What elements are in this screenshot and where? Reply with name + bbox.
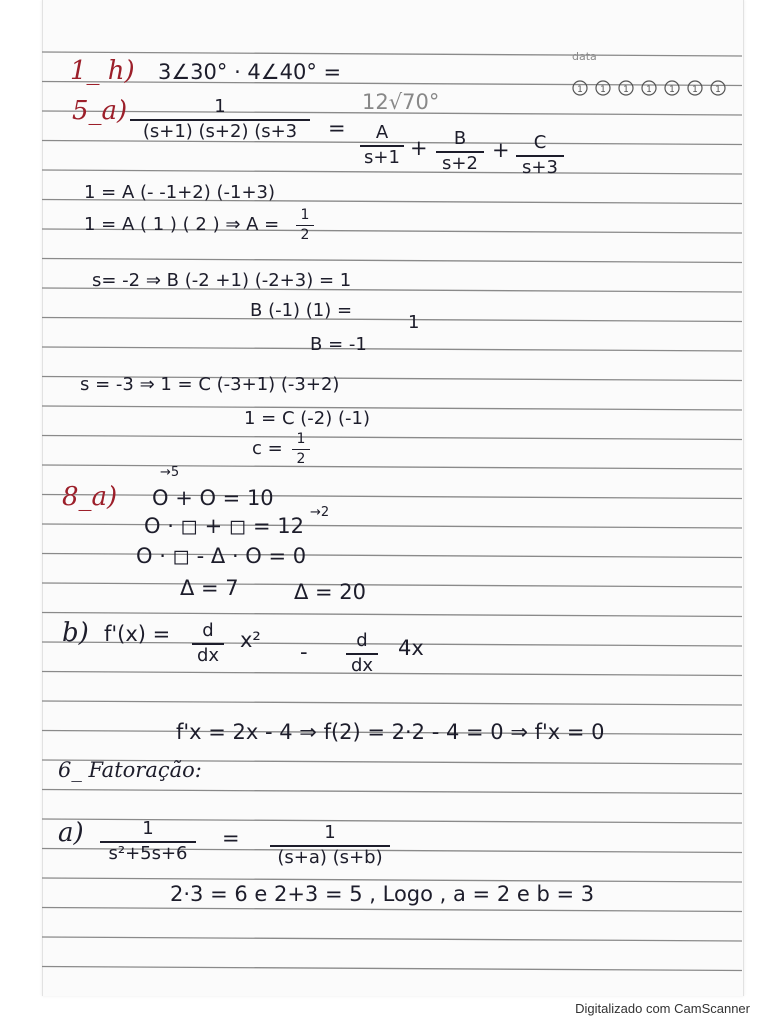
q8a-superscript: →5 xyxy=(160,465,180,480)
q8b-line-2: f'x = 2x - 4 ⇒ f(2) = 2·2 - 4 = 0 ⇒ f'x = 0 xyxy=(176,720,605,744)
q8b-d2-num: d xyxy=(356,630,368,651)
scanner-watermark: Digitalizado com CamScanner xyxy=(575,1001,750,1016)
step-c-fraction xyxy=(292,432,310,467)
q6-lhs-den: s²+5s+6 xyxy=(108,842,188,864)
q8b-fx: f'(x) = xyxy=(104,622,171,646)
q8b-derivative-1 xyxy=(192,622,224,666)
q6-rhs-den: (s+a) (s+b) xyxy=(277,846,383,868)
q5a-term-c xyxy=(516,134,564,178)
weekday-digit: 1 xyxy=(577,85,583,95)
q8a-label: 8_a) xyxy=(62,482,118,512)
q8a-line-1: O + O = 10 xyxy=(152,486,274,510)
q8b-label: b) xyxy=(62,618,89,648)
q1h-label: 1_ h) xyxy=(70,56,135,86)
q8b-term-4x: 4x xyxy=(398,636,424,660)
q8a-line-4a: Δ = 7 xyxy=(180,576,239,600)
q5a-term-a xyxy=(360,124,404,168)
step-b-line-1: s= -2 ⇒ B (-2 +1) (-2+3) = 1 xyxy=(92,270,352,291)
q5a-label: 5_a) xyxy=(72,96,128,126)
q8b-derivative-2 xyxy=(346,632,378,676)
step-c-line-3: c = xyxy=(252,438,283,459)
step-c-line-2: 1 = C (-2) (-1) xyxy=(244,408,370,429)
q5a-term-b-num: B xyxy=(453,128,467,149)
q6-lhs-num: 1 xyxy=(142,818,154,839)
q8a-line-3: O · ◻ - Δ · O = 0 xyxy=(136,544,307,568)
q6-label: 6_ Fatoração: xyxy=(58,758,202,782)
q5a-term-c-num: C xyxy=(533,132,547,153)
weekday-circles xyxy=(570,78,732,98)
q6-lhs-fraction xyxy=(100,820,196,864)
q8a-line-2: O · ◻ + ◻ = 12 xyxy=(144,514,305,538)
q8b-d1-num: d xyxy=(202,620,214,641)
step-b-result: B = -1 xyxy=(310,334,367,355)
step-b-line-2: B (-1) (1) = xyxy=(250,300,353,321)
q6-line-2: 2·3 = 6 e 2+3 = 5 , Logo , a = 2 e b = 3 xyxy=(170,882,595,906)
q5a-term-b xyxy=(436,130,484,174)
q8b-d1-den: dx xyxy=(196,644,220,666)
q5a-plus-1: + xyxy=(410,136,428,160)
q6-rhs-num: 1 xyxy=(324,822,336,843)
q5a-lhs-numerator: 1 xyxy=(214,96,226,117)
q8b-d2-den: dx xyxy=(350,654,374,676)
step-a-fraction xyxy=(296,208,314,243)
weekday-digit: 1 xyxy=(715,85,721,95)
weekday-digit: 1 xyxy=(600,85,606,95)
q5a-term-b-den: s+2 xyxy=(442,152,478,174)
q8a-line-4b: Δ = 20 xyxy=(294,580,367,604)
q5a-term-a-den: s+1 xyxy=(364,146,400,168)
q5a-lhs-fraction xyxy=(130,98,310,142)
step-a-frac-den: 2 xyxy=(300,227,310,244)
step-c-frac-num: 1 xyxy=(296,431,306,447)
step-a-frac-num: 1 xyxy=(300,207,310,223)
step-c-line-1: s = -3 ⇒ 1 = C (-3+1) (-3+2) xyxy=(80,374,340,395)
weekday-digit: 1 xyxy=(669,85,675,95)
q1h-expression: 3∠30° · 4∠40° = xyxy=(158,60,342,84)
date-label: data xyxy=(572,50,597,63)
q5a-lhs-denominator: (s+1) (s+2) (s+3 xyxy=(142,120,298,142)
q5a-equals: = xyxy=(328,116,346,140)
q5a-term-a-num: A xyxy=(375,122,389,143)
step-a-line-1: 1 = A (- -1+2) (-1+3) xyxy=(84,182,276,203)
q5a-plus-2: + xyxy=(492,138,510,162)
q5a-term-c-den: s+3 xyxy=(522,156,558,178)
q6-rhs-fraction xyxy=(270,824,390,868)
q8b-x-squared: x² xyxy=(240,628,261,652)
weekday-digit: 1 xyxy=(646,85,652,95)
weekday-digit: 1 xyxy=(623,85,629,95)
step-a-line-2: 1 = A ( 1 ) ( 2 ) ⇒ A = xyxy=(84,214,280,235)
q8b-minus: - xyxy=(300,640,308,664)
step-b-extra-1: 1 xyxy=(408,312,420,333)
q6-sub-label: a) xyxy=(58,818,84,848)
weekday-digit: 1 xyxy=(692,85,698,95)
step-c-frac-den: 2 xyxy=(296,451,306,468)
q1h-result: 12√70° xyxy=(362,90,440,114)
q6-equals: = xyxy=(222,826,240,850)
q8a-arrow-2: →2 xyxy=(310,505,330,520)
